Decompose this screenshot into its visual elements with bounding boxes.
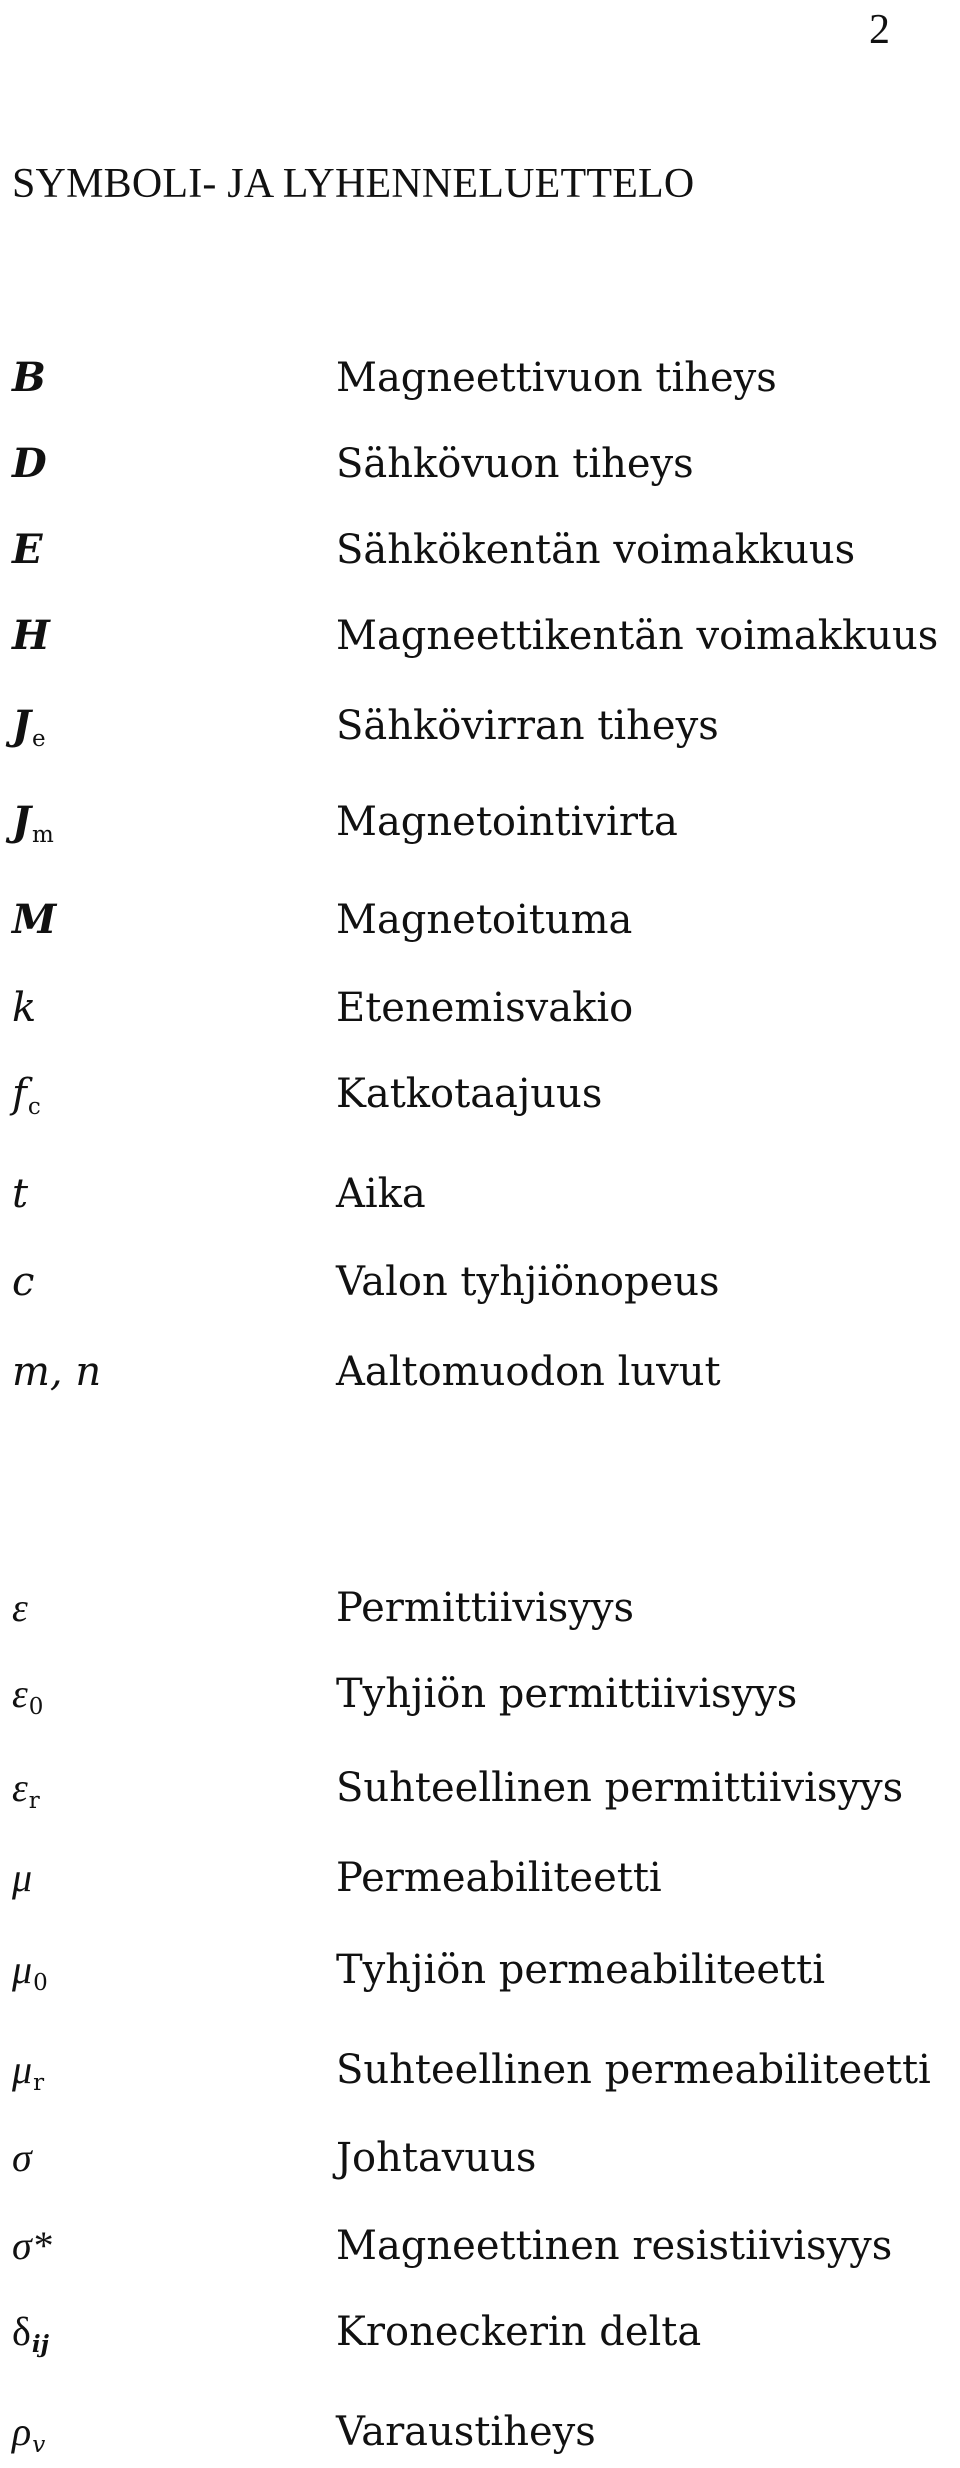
symbol-term: Jm — [12, 798, 54, 848]
symbol-row-epsilon-r — [0, 1746, 960, 1816]
symbol-row-mu-0 — [0, 1928, 960, 1998]
symbol-description: Suhteellinen permeabiliteetti — [336, 2047, 931, 2093]
symbol-description: Kroneckerin delta — [336, 2309, 702, 2355]
symbol-row-je — [0, 684, 960, 754]
symbol-description: Sähkövuon tiheys — [336, 441, 694, 487]
symbol-description: Katkotaajuus — [336, 1071, 603, 1117]
symbol-term: c — [12, 1259, 35, 1305]
symbol-row-sigma — [0, 2116, 960, 2186]
symbol-description: Magneettinen resistiivisyys — [336, 2223, 893, 2269]
symbol-description: Tyhjiön permittiivisyys — [336, 1671, 798, 1717]
symbol-row-d — [0, 422, 960, 492]
symbol-term: k — [12, 985, 37, 1031]
symbol-description: Magnetointivirta — [336, 799, 678, 845]
symbol-row-fc — [0, 1052, 960, 1122]
symbol-row-m — [0, 878, 960, 948]
symbol-description: Permeabiliteetti — [336, 1855, 662, 1901]
symbol-description: Valon tyhjiönopeus — [336, 1259, 720, 1305]
symbol-term: t — [12, 1171, 29, 1217]
symbol-description: Varaustiheys — [336, 2409, 596, 2455]
symbol-term: ε — [12, 1585, 28, 1630]
symbol-term: δij — [12, 2309, 49, 2358]
symbol-row-mn — [0, 1330, 960, 1400]
symbol-description: Magneettikentän voimakkuus — [336, 613, 939, 659]
symbol-row-jm — [0, 780, 960, 850]
symbol-term: H — [12, 612, 50, 659]
symbol-term: Je — [12, 702, 46, 752]
symbol-term: ε0 — [12, 1671, 44, 1720]
symbol-row-k — [0, 966, 960, 1036]
symbol-row-c — [0, 1240, 960, 1310]
symbol-row-e — [0, 508, 960, 578]
symbol-description: Johtavuus — [336, 2135, 537, 2181]
symbol-term: M — [12, 896, 57, 943]
symbol-term: fc — [12, 1071, 41, 1120]
symbol-term: m, n — [12, 1349, 102, 1395]
symbol-description: Tyhjiön permeabiliteetti — [336, 1947, 825, 1993]
symbol-description: Permittiivisyys — [336, 1585, 635, 1631]
symbol-row-epsilon — [0, 1566, 960, 1636]
symbol-term: μ0 — [12, 1947, 48, 1996]
page-title: SYMBOLI- JA LYHENNELUETTELO — [12, 161, 695, 207]
symbol-description: Suhteellinen permittiivisyys — [336, 1765, 904, 1811]
symbol-row-h — [0, 594, 960, 664]
symbol-row-mu-r — [0, 2028, 960, 2098]
symbol-description: Sähkövirran tiheys — [336, 703, 719, 749]
symbol-description: Aaltomuodon luvut — [336, 1349, 721, 1395]
symbol-row-mu — [0, 1836, 960, 1906]
symbol-row-t — [0, 1152, 960, 1222]
symbol-description: Etenemisvakio — [336, 985, 634, 1031]
symbol-term: σ* — [12, 2223, 52, 2268]
symbol-description: Magnetoituma — [336, 897, 633, 943]
symbol-term: B — [12, 354, 46, 401]
symbol-description: Sähkökentän voimakkuus — [336, 527, 856, 573]
symbol-term: μr — [12, 2047, 45, 2096]
symbol-term: E — [12, 526, 43, 573]
symbol-term: D — [12, 440, 47, 487]
symbol-term: εr — [12, 1765, 40, 1814]
symbol-row-rho-v — [0, 2390, 960, 2460]
symbol-row-sigma-star — [0, 2204, 960, 2274]
symbol-row-b — [0, 336, 960, 406]
symbol-term: μ — [12, 1855, 33, 1900]
symbol-description: Aika — [336, 1171, 426, 1217]
symbol-term: ρv — [12, 2409, 46, 2458]
symbol-row-delta-ij — [0, 2290, 960, 2360]
symbol-row-epsilon-0 — [0, 1652, 960, 1722]
symbol-term: σ — [12, 2135, 32, 2180]
page-number: 2 — [869, 7, 890, 53]
symbol-description: Magneettivuon tiheys — [336, 355, 777, 401]
